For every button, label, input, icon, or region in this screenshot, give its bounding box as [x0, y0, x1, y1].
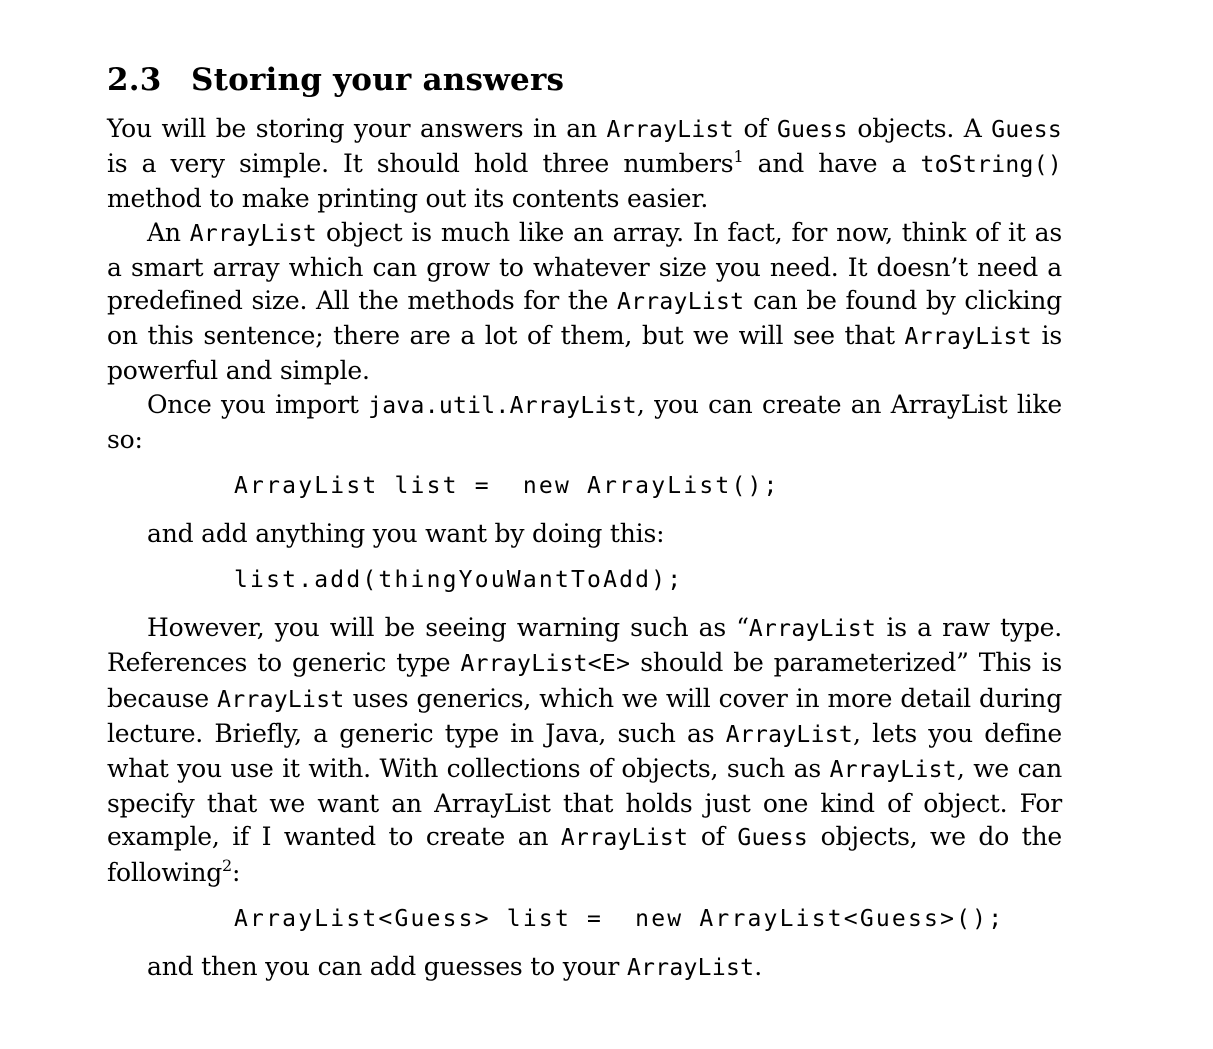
text: , you can create an ArrayList like so:: [107, 389, 1062, 454]
text: objects. A: [847, 114, 992, 143]
code-inline: Guess: [776, 117, 848, 143]
code-inline: ArrayList<E>: [460, 651, 631, 678]
text: method to make printing out its contents easier.: [107, 184, 709, 214]
code-block-create-list: ArrayList list = new ArrayList();: [234, 473, 780, 500]
code-block-generic-list: ArrayList<Guess> list = new ArrayList<Guess>();: [234, 905, 1005, 932]
code-inline: ArrayList: [748, 616, 877, 643]
text: is a raw type. References to generic type: [107, 613, 1062, 678]
text: is powerful and simple.: [107, 321, 1062, 386]
code-inline: ArrayList: [829, 757, 957, 784]
footnote-marker[interactable]: 1: [733, 147, 744, 167]
code-inline: ArrayList: [725, 721, 854, 748]
section-heading: [107, 60, 1062, 100]
code-block-add: list.add(thingYouWantToAdd);: [234, 567, 684, 594]
text: uses generics, which we will cover in more detail during lecture. Briefly, a generic type in Java, such as: [107, 683, 1063, 748]
text: However, you will be seeing warning such as “: [147, 613, 749, 643]
text: and have a: [743, 149, 921, 179]
footnote-marker[interactable]: 2: [222, 855, 233, 875]
text: objects, we do the following: [107, 822, 1063, 887]
code-inline: ArrayList: [616, 289, 745, 316]
text: can be found by clicking on this sentence; there are a lot of them, but we will see that: [107, 286, 1062, 351]
code-inline: Guess: [737, 825, 809, 852]
text: of: [688, 822, 738, 852]
code-inline: ArrayList: [626, 954, 755, 981]
text: You will be storing your answers in an: [107, 114, 607, 143]
paragraph-arraylist-description: [107, 216, 1062, 388]
text: and then you can add guesses to your: [147, 951, 627, 981]
text: An: [147, 217, 190, 247]
text: is a very simple. It should hold three numbers: [107, 149, 734, 179]
text: , we can specify that we want an ArrayList that holds just one kind of object. For example, if I wanted to create an: [107, 754, 1063, 852]
code-inline: ArrayList: [189, 220, 318, 247]
section-title: Storing your answers: [191, 62, 565, 98]
text: , lets you define what you use it with. With collections of objects, such as: [107, 718, 1062, 784]
document-page: [107, 60, 1062, 985]
section-number: 2.3: [107, 62, 162, 98]
text: of: [733, 114, 777, 143]
code-inline: Guess: [991, 117, 1063, 143]
text: .: [754, 951, 763, 981]
code-inline: ArrayList: [217, 686, 345, 713]
text: :: [232, 857, 241, 887]
paragraph-import: [107, 388, 1062, 456]
paragraph-closing: [107, 950, 1062, 985]
code-inline: ArrayList: [606, 117, 734, 143]
text: object is much like an array. In fact, for now, think of it as a smart array which can grow to whatever size you need. It doesn’t need a predefined size. All the methods for the: [107, 217, 1062, 316]
text: Once you import: [147, 389, 369, 419]
code-inline: ArrayList: [560, 825, 689, 852]
code-inline: ArrayList: [904, 324, 1032, 351]
paragraph-guess-intro: [107, 112, 1062, 216]
paragraph-add: and add anything you want by doing this:: [147, 519, 665, 549]
paragraph-generics: [107, 611, 1062, 889]
text: should be parameterized” This is because: [107, 648, 1062, 713]
code-inline: java.util.ArrayList: [368, 392, 637, 419]
code-inline: toString(): [920, 152, 1062, 179]
